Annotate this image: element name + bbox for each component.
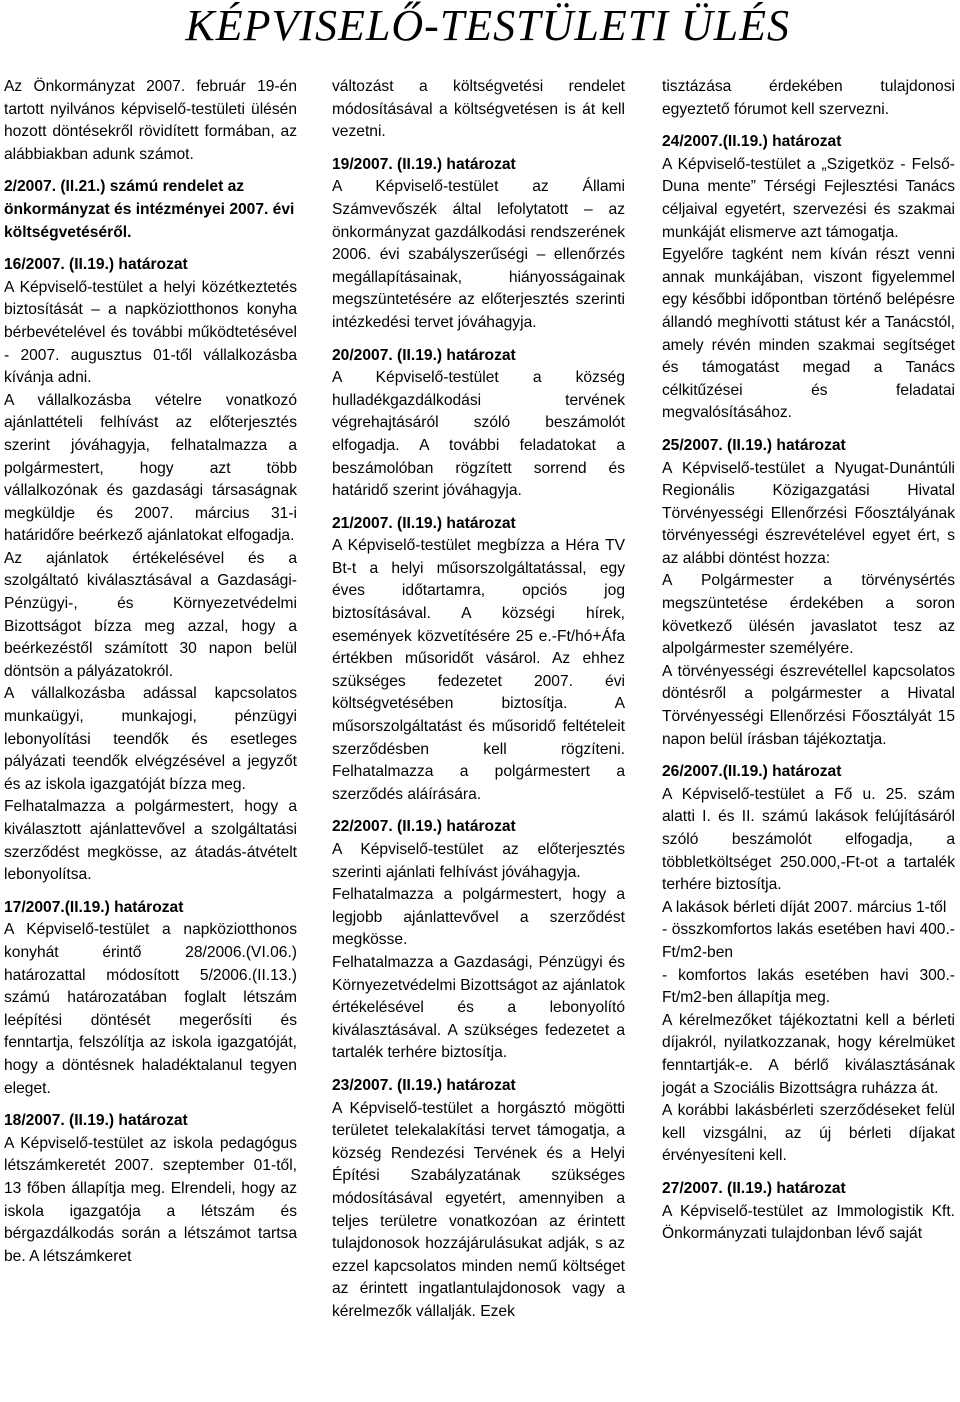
paragraph-gap — [662, 1168, 955, 1178]
paragraph: Felhatalmazza a polgármestert, hogy a legjobb ajánlattevővel a szerződést megkösse. — [332, 886, 625, 949]
paragraph: - komfortos lakás esetében havi 300.-Ft/m2-ben állapítja meg. — [662, 966, 955, 1007]
paragraph: A vállalkozásba adással kapcsolatos munkaügyi, munkajogi, pénzügyi lebonyolítási teendők és esetleges pályázati teendők elvégzésével a jegyzőt és az iskola igazgatóját bízza meg. — [4, 685, 297, 793]
resolution-heading: 18/2007. (II.19.) határozat — [4, 1112, 188, 1130]
resolution-heading: 16/2007. (II.19.) határozat — [4, 256, 188, 274]
paragraph: A Képviselő-testület a község hulladékgazdálkodási tervének végrehajtásáról szóló beszámolót elfogadja. A további feladatokat a beszámolóban rögzített sorrend és határidő szerint jóváhagyja. — [332, 369, 625, 500]
paragraph: A Képviselő-testület a Fő u. 25. szám alatti I. és II. számú lakások felújításáról szóló beszámolót elfogadja, a többletköltséget 250.000,-Ft-ot a tartalék terhére biztosítja. — [662, 785, 955, 894]
paragraph-gap — [662, 425, 955, 435]
paragraph: A törvényességi észrevétellel kapcsolatos döntésről a polgármester a Hivatal Törvényességi Ellenőrzési Főosztályát 15 napon belül írásban tájékoztatja. — [662, 662, 955, 748]
paragraph: Az ajánlatok értékelésével és a szolgáltató kiválasztásával a Gazdasági-Pénzügyi-, és Környezetvédelmi Bizottságot bízza meg azzal, hogy a beérkezéstől számított 30 napon belül döntsön a pályázatokról. — [4, 549, 297, 680]
paragraph-gap — [662, 121, 955, 131]
column-1 — [4, 76, 297, 1268]
resolution-heading: 2/2007. (II.21.) számú rendelet az önkormányzat és intézményei 2007. évi költségvetéséről. — [4, 178, 295, 241]
paragraph: A vállalkozásba vételre vonatkozó ajánlattételi felhívást az előterjesztés szerint jóváhagyja, felhatalmazza a polgármestert, hogy azt több vállalkozónak és gazdasági társaságnak megküldje és 2007. március 31-i határidőre beérkező ajánlatokat elfogadja. — [4, 391, 297, 545]
page-title: KÉPVISELŐ-TESTÜLETI ÜLÉS — [185, 1, 790, 50]
paragraph: A Képviselő-testület a horgásztó mögötti területet telekalakítási tervet támogatja, a község Rendezési Tervének és a Helyi Építési Szabályzatának szükséges módosításával egyetért, amennyiben a teljes területre vonatkozóan az érintett tulajdonosok hozzájárulásukat adják, s az ezzel kapcsolatos minden nemű költséget az érintett ingatlantulajdonosok vagy a kérelmezők vállalják. Ezek — [332, 1099, 625, 1320]
column-3 — [662, 76, 955, 1246]
paragraph-gap — [4, 244, 297, 254]
paragraph: Egyelőre tagként nem kíván részt venni annak munkájában, viszont figyelemmel egy későbbi időpontban történő belépésre állandó meghívotti státust kér a Tanácstól, amely révén minden szakmai segítséget és támogatást megad a Tanács célkitűzései és feladatai megvalósításához. — [662, 246, 955, 422]
paragraph-gap — [332, 335, 625, 345]
resolution-heading: 25/2007. (II.19.) határozat — [662, 436, 846, 454]
paragraph: A Képviselő-testület a helyi közétkeztetés biztosítását – a napköziotthonos konyha bérbevételével és további működtetésével - 2007. augusztus 01-től vállalkozásba kívánja adni. — [4, 278, 297, 387]
paragraph: A Képviselő-testület az iskola pedagógus létszámkeretét 2007. szeptember 01-től, 13 főben állapítja meg. Elrendeli, hogy az iskola igazgatója a létszám és bérgazdálkodás során a létszámot tartsa be. A létszámkeret — [4, 1134, 297, 1265]
paragraph: A Képviselő-testület az Állami Számvevőszék által lefolytatott – az önkormányzat gazdálkodási rendszerének 2006. évi szabályszerűségi – ellenőrzés megállapításainak, hiányosságainak megszüntetésére az előterjesztés szerinti intézkedési tervet jóváhagyja. — [332, 178, 625, 331]
paragraph-gap — [332, 503, 625, 513]
resolution-heading: 22/2007. (II.19.) határozat — [332, 818, 516, 836]
paragraph: A Polgármester a törvénysértés megszüntetése érdekében a soron következő ülésén javaslatot tesz az alpolgármester személyére. — [662, 572, 955, 658]
paragraph: A Képviselő-testület megbízza a Héra TV Bt-t a helyi műsorszolgáltatással, egy éves időtartamra, opciós jog biztosításával. A községi hírek, események közvetítésére 25 e.-Ft/hó+Áfa értékben műsoridőt vásárol. Az ehhez szükséges fedezetet 2007. évi költségvetésében biztosítja. A műsorszolgáltatást és műsoridő feltételeit szerződésben kell rögzíteni. Felhatalmazza a polgármestert a szerződés aláírására. — [332, 537, 625, 803]
resolution-heading: 26/2007.(II.19.) határozat — [662, 763, 842, 781]
paragraph: A Képviselő-testület a „Szigetköz - Felső-Duna mente” Térségi Fejlesztési Tanács céljaival egyetért, szervezési és szakmai munkáját elismerve azt támogatja. — [662, 155, 955, 241]
paragraph-gap — [4, 1100, 297, 1110]
paragraph: tisztázása érdekében tulajdonosi egyeztető fórumot kell szervezni. — [662, 78, 955, 118]
column-2 — [332, 76, 625, 1323]
paragraph-gap — [4, 887, 297, 897]
resolution-heading: 21/2007. (II.19.) határozat — [332, 514, 516, 532]
paragraph: A kérelmezőket tájékoztatni kell a bérleti díjakról, nyilatkozzanak, hogy kérelmüket fenntartják-e. A bérlő kiválasztásának jogát a Szociális Bizottságra ruházza át. — [662, 1011, 955, 1097]
paragraph: A korábbi lakásbérleti szerződéseket felül kell vizsgálni, az új bérleti díjakat érvényesíteni kell. — [662, 1102, 955, 1165]
resolution-heading: 24/2007.(II.19.) határozat — [662, 133, 842, 151]
paragraph: A Képviselő-testület az Immologistik Kft. Önkormányzati tulajdonban lévő saját — [662, 1202, 955, 1243]
resolution-heading: 17/2007.(II.19.) határozat — [4, 898, 184, 916]
paragraph-gap — [332, 806, 625, 816]
paragraph-gap — [4, 166, 297, 176]
resolution-heading: 20/2007. (II.19.) határozat — [332, 346, 516, 364]
paragraph: - összkomfortos lakás esetében havi 400.-Ft/m2-ben — [662, 921, 955, 961]
paragraph-gap — [662, 751, 955, 761]
resolution-heading: 23/2007. (II.19.) határozat — [332, 1076, 516, 1094]
paragraph: Felhatalmazza a polgármestert, hogy a kiválasztott ajánlattevővel a szolgáltatási szerződést megkösse, az átadás-átvételt lebonyolítsa. — [4, 798, 297, 884]
resolution-heading: 27/2007. (II.19.) határozat — [662, 1179, 846, 1197]
paragraph: A Képviselő-testület az előterjesztés szerinti ajánlati felhívást jóváhagyja. — [332, 841, 625, 881]
paragraph: Az Önkormányzat 2007. február 19-én tartott nyilvános képviselő-testületi ülésén hozott döntésekről rövidített formában, az alábbiakban adunk számot. — [4, 78, 297, 163]
paragraph: A lakások bérleti díját 2007. március 1-től — [662, 898, 947, 916]
paragraph: A Képviselő-testület a Nyugat-Dunántúli Regionális Közigazgatási Hivatal Törvényességi Ellenőrzési Főosztályának törvényességi észrevételével egyet ért, s az alábbi döntést hozza: — [662, 459, 955, 567]
paragraph-gap — [332, 144, 625, 154]
paragraph: A Képviselő-testület a napköziotthonos konyhát érintő 28/2006.(VI.06.) határozattal módosított 5/2006.(II.13.) számú határozatában foglalt létszám leépítési döntését megerősíti és fenntartja, felszólítja az iskola igazgatóját, hogy a döntésnek haladéktalanul tegyen eleget. — [4, 921, 297, 1097]
paragraph: változást a költségvetési rendelet módosításával a költségvetésen is át kell vezetni. — [332, 78, 625, 141]
resolution-heading: 19/2007. (II.19.) határozat — [332, 155, 516, 173]
paragraph-gap — [332, 1065, 625, 1075]
paragraph: Felhatalmazza a Gazdasági, Pénzügyi és Környezetvédelmi Bizottságot az ajánlatok értékelésével és a lebonyolító kiválasztásával. A szükséges fedezetet a tartalék terhére biztosítja. — [332, 953, 625, 1062]
